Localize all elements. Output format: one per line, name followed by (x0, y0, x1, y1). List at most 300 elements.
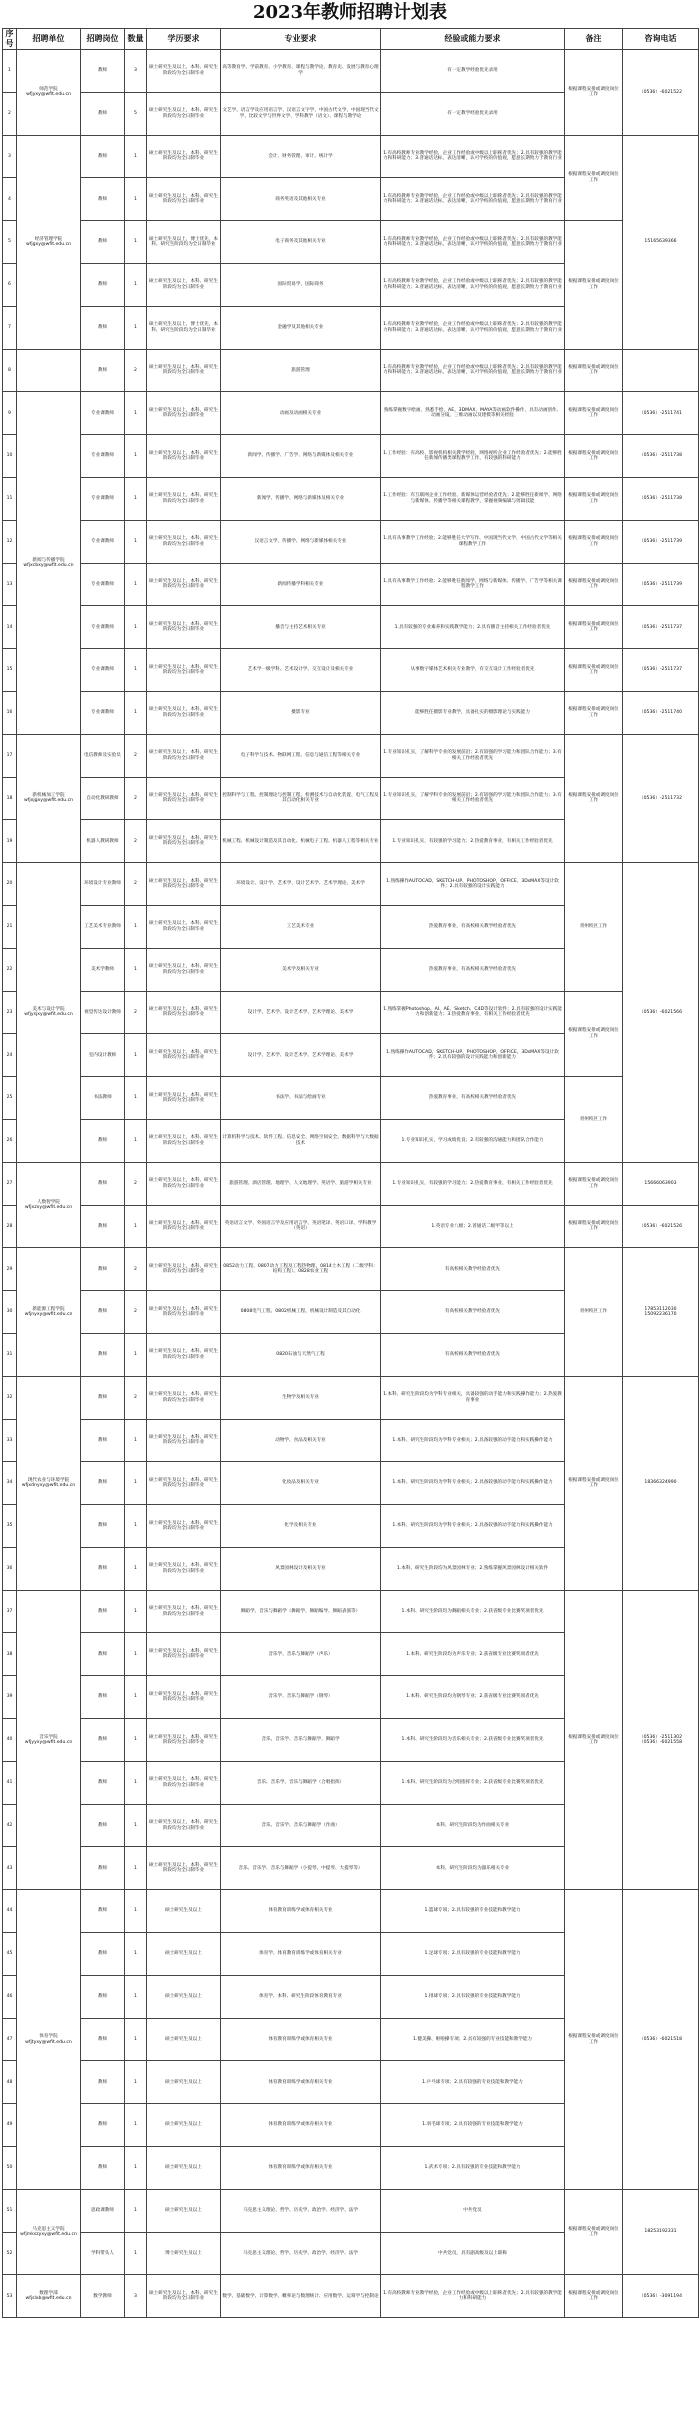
post-cell: 专业课教师 (81, 606, 125, 649)
note-cell: 青州校区工作 (565, 1248, 623, 1376)
table-body (3, 50, 699, 2318)
education-cell: 硕士研究生及以上，本科、研究生阶段均为全日制毕业 (147, 1719, 221, 1762)
table-row (3, 520, 699, 563)
row-number: 46 (3, 1975, 17, 2018)
education-cell: 硕士研究生及以上，本科、研究生阶段均为全日制毕业 (147, 905, 221, 948)
post-cell: 教师 (81, 2061, 125, 2104)
count-cell: 1 (125, 1505, 147, 1548)
experience-cell: 1.本科、研究生阶段均为钢琴专业；2.获省级专业比赛奖项者优先 (381, 1676, 565, 1719)
major-cell: 旅游管理、酒店管理、地理学、人文地理学、英语学、旅游学相关专业 (221, 1162, 381, 1205)
experience-cell: 熟练掌握数字绘画，熟悉手绘、AE、3DMAX、MAYA等动画软件操作，具有动画创作、动画分镜，三维动画以及建模等相关经验 (381, 392, 565, 435)
row-number: 30 (3, 1291, 17, 1334)
note-cell: 根据课程安排或调度岗位工作 (565, 349, 623, 392)
education-cell: 硕士研究生及以上，本科、研究生阶段均为全日制毕业 (147, 1376, 221, 1419)
row-number: 31 (3, 1333, 17, 1376)
major-cell: 电子商务及其他相关专业 (221, 221, 381, 264)
major-cell: 体育教育训练学或体育相关专业 (221, 2104, 381, 2147)
count-cell: 1 (125, 1633, 147, 1676)
major-cell: 摄影专业 (221, 691, 381, 734)
education-cell: 硕士研究生及以上，本科、研究生阶段均为全日制毕业 (147, 2275, 221, 2318)
experience-cell: 1.本科、研究生阶段均为声乐专业；2.获省级专业比赛奖项者优先 (381, 1633, 565, 1676)
major-cell: 音乐、音乐学、音乐与舞蹈学、舞蹈学 (221, 1719, 381, 1762)
major-cell: 体育教育训练学或体育相关专业 (221, 1890, 381, 1933)
unit-cell (17, 349, 81, 392)
major-cell: 书法学、书法与绘画专业 (221, 1077, 381, 1120)
phone-cell: 15165639366 (623, 135, 699, 349)
post-cell: 教师 (81, 1419, 125, 1462)
header-phone: 咨询电话 (623, 29, 699, 50)
note-cell: 根据课程安排或调度岗位工作 (565, 991, 623, 1077)
table-row (3, 221, 699, 264)
header-no: 序号 (3, 29, 17, 50)
major-cell: 马克思主义理论、哲学、历史学、政治学、经济学、法学 (221, 2232, 381, 2275)
major-cell: 工艺美术专业 (221, 905, 381, 948)
post-cell: 工艺美术专业教师 (81, 905, 125, 948)
education-cell: 硕士研究生及以上，本科、研究生阶段均为全日制毕业 (147, 1590, 221, 1633)
count-cell: 1 (125, 306, 147, 349)
count-cell: 1 (125, 477, 147, 520)
experience-cell: 从事数字媒体艺术相关专业教学，有交互设计工作经验者优先 (381, 649, 565, 692)
education-cell: 硕士研究生及以上，本科、研究生阶段均为全日制毕业 (147, 1847, 221, 1890)
count-cell: 3 (125, 2275, 147, 2318)
post-cell: 教师 (81, 92, 125, 135)
education-cell: 硕士研究生及以上，本科、研究生阶段均为全日制毕业 (147, 649, 221, 692)
note-cell: 根据课程安排或调度岗位工作 (565, 2275, 623, 2318)
experience-cell: 1.足球专项；2.具有较强的专业技能和教学能力 (381, 1933, 565, 1976)
experience-cell: 1.有高校教师专业教学经验，企业工作经验或中级以上职称者优先；2.具有较强的教学能力和科研能力；3.普通话达标，表达清晰，认可学校的价值观，愿意长期致力于教育行业 (381, 263, 565, 306)
post-cell: 教师 (81, 306, 125, 349)
experience-cell: 1.英语专业八级；2.普通话二级甲等以上 (381, 1205, 565, 1248)
education-cell: 硕士研究生及以上，本科、研究生阶段均为全日制毕业 (147, 734, 221, 777)
post-cell: 教师 (81, 1804, 125, 1847)
phone-cell: （0536）-6021526 (623, 1205, 699, 1248)
experience-cell: 1.熟练操作AUTOCAD、SKETCH-UP、PHOTOSHOP、OFFICE、3DsMAX等设计软件；2.具有较强的设计实践能力 (381, 863, 565, 906)
row-number: 39 (3, 1676, 17, 1719)
major-cell: 生物学及相关专业 (221, 1376, 381, 1419)
experience-cell: 1.具有从事教学工作经验；2.能够胜任新闻学、网络与新媒体、传播学、广告学等相关课程教学工作 (381, 563, 565, 606)
education-cell: 硕士研究生及以上，本科、研究生阶段均为全日制毕业 (147, 1462, 221, 1505)
phone-cell: （0536）-3091194 (623, 2275, 699, 2318)
education-cell: 硕士研究生及以上 (147, 2189, 221, 2232)
row-number: 1 (3, 50, 17, 93)
experience-cell: 有一定教学经验优先录用 (381, 50, 565, 93)
major-cell: 音乐、音乐学、音乐与舞蹈学（小提琴、中提琴、大提琴等） (221, 1847, 381, 1890)
experience-cell: 1.有高校教师专业教学经验，企业工作经验或中级以上职称者优先；2.具有较强的教学能力和科研能力；3.普通话达标，表达清晰，认可学校的价值观，愿意长期致力于教育行业 (381, 349, 565, 392)
post-cell: 思政课教师 (81, 2189, 125, 2232)
post-cell: 教师 (81, 1547, 125, 1590)
education-cell: 硕士研究生及以上，本科、研究生阶段均为全日制毕业 (147, 178, 221, 221)
experience-cell: 1.熟练掌握Photoshop、AI、AE、Sketch、C4D等设计软件；2.具有较强的设计实践能力和创新能力；3.热爱教育事业，有相关工作经验者优先 (381, 991, 565, 1034)
row-number: 13 (3, 563, 17, 606)
major-cell: 计算机科学与技术、软件工程、信息安全、网络空间安全、数据科学与大数据技术 (221, 1119, 381, 1162)
major-cell: 音乐学、音乐与舞蹈学（声乐） (221, 1633, 381, 1676)
major-cell: 0852动力工程、0807动力工程及工程热物理、0814土木工程（二级学科：结构工程）、0828农业工程 (221, 1248, 381, 1291)
note-cell: 根据课程安排或调度岗位工作 (565, 1590, 623, 1890)
header-row (3, 29, 699, 50)
major-cell: 播音与主持艺术相关专业 (221, 606, 381, 649)
count-cell: 1 (125, 691, 147, 734)
major-cell: 体育教育训练学或体育相关专业 (221, 2018, 381, 2061)
education-cell: 硕士研究生及以上，本科、研究生阶段均为全日制毕业 (147, 1077, 221, 1120)
experience-cell: 1.有高校教师专业教学经验，企业工作经验或中级以上职称者优先；2.具有较强的教学能力和科研能力；3.普通话达标，表达清晰，认可学校的价值观，愿意长期致力于教育行业 (381, 178, 565, 221)
major-cell: 动画及动画相关专业 (221, 392, 381, 435)
experience-cell: 1.乒乓球专项；2.具有较强的专业技能和教学能力 (381, 2061, 565, 2104)
unit-cell: 人数智学院 wfjxzxy@wfit.edu.cn (17, 1162, 81, 1248)
experience-cell: 1.有高校教师专业教学经验，企业工作经验或中级以上职称者优先；2.具有较强的教学能力和科研能力；3.普通话达标，表达清晰，认可学校的价值观，愿意长期致力于教育行业 (381, 306, 565, 349)
row-number: 2 (3, 92, 17, 135)
phone-cell: （0536）-6021518 (623, 1890, 699, 2190)
major-cell: 汉语言文学、传播学、网络与新媒体相关专业 (221, 520, 381, 563)
note-cell: 根据课程安排或调度岗位工作 (565, 1890, 623, 2190)
table-row (3, 606, 699, 649)
table-row (3, 649, 699, 692)
row-number: 35 (3, 1505, 17, 1548)
post-cell: 专业课教师 (81, 477, 125, 520)
post-cell: 教师 (81, 1205, 125, 1248)
count-cell: 1 (125, 2189, 147, 2232)
count-cell: 1 (125, 221, 147, 264)
major-cell: 数学、基础数学、计算数学、概率论与数理统计、应用数学、运筹学与控制论 (221, 2275, 381, 2318)
experience-cell: 1.熟练操作AUTOCAD、SKETCH-UP、PHOTOSHOP、OFFICE、3DsMAX等设计软件；2.具有较强的设计实践能力和创新能力 (381, 1034, 565, 1077)
count-cell: 1 (125, 135, 147, 178)
row-number: 51 (3, 2189, 17, 2232)
major-cell: 高等教育学、学前教育、小学教育、课程与教学论、教育史、发展与教育心理学 (221, 50, 381, 93)
post-cell: 教师 (81, 1975, 125, 2018)
education-cell: 硕士研究生及以上，本科、研究生阶段均为全日制毕业 (147, 1804, 221, 1847)
count-cell: 1 (125, 392, 147, 435)
row-number: 26 (3, 1119, 17, 1162)
major-cell: 环境设计、设计学、艺术学、设计艺术学、艺术学理论、美术学 (221, 863, 381, 906)
note-cell: 根据课程安排或调度岗位工作 (565, 1376, 623, 1590)
post-cell: 书法教师 (81, 1077, 125, 1120)
major-cell: 体育学、本科、研究生阶段体育教育专业 (221, 1975, 381, 2018)
row-number: 32 (3, 1376, 17, 1419)
education-cell: 硕士研究生及以上，本科、研究生阶段均为全日制毕业 (147, 1034, 221, 1077)
education-cell: 硕士研究生及以上 (147, 1890, 221, 1933)
row-number: 43 (3, 1847, 17, 1890)
row-number: 45 (3, 1933, 17, 1976)
count-cell: 1 (125, 948, 147, 991)
experience-cell: 1.工作经验：有高校、影视机构相关教学经验，网络视听企业工作经验者优先；2.能够胜任新闻传播类课程教学工作，有较强的科研能力 (381, 435, 565, 478)
experience-cell: 有高校相关教学经验者优先 (381, 1291, 565, 1334)
education-cell: 硕士研究生及以上，本科、研究生阶段均为全日制毕业 (147, 948, 221, 991)
major-cell: 马克思主义理论、哲学、历史学、政治学、经济学、法学 (221, 2189, 381, 2232)
note-cell: 青州校区工作 (565, 1077, 623, 1163)
experience-cell: 1.武术专项；2.具有较强的专业技能和教学能力 (381, 2147, 565, 2190)
education-cell: 硕士研究生及以上，博士优先，本科、研究生阶段均为全日制毕业 (147, 306, 221, 349)
count-cell: 1 (125, 1761, 147, 1804)
major-cell: 0820石油与天然气工程 (221, 1333, 381, 1376)
phone-cell: 18366324990 (623, 1376, 699, 1590)
major-cell: 音乐、音乐学、音乐与舞蹈学（合唱指挥） (221, 1761, 381, 1804)
education-cell: 硕士研究生及以上，本科、研究生阶段均为全日制毕业 (147, 777, 221, 820)
education-cell: 硕士研究生及以上，本科、研究生阶段均为全日制毕业 (147, 863, 221, 906)
count-cell: 1 (125, 1933, 147, 1976)
education-cell: 硕士研究生及以上，本科、研究生阶段均为全日制毕业 (147, 1547, 221, 1590)
post-cell: 教师 (81, 349, 125, 392)
table-row (3, 1890, 699, 1933)
phone-cell: 17853112030 15092236170 (623, 1248, 699, 1376)
education-cell: 硕士研究生及以上，本科、研究生阶段均为全日制毕业 (147, 349, 221, 392)
post-cell: 教师 (81, 1376, 125, 1419)
experience-cell: 本科、研究生阶段均为器乐相关专业 (381, 1847, 565, 1890)
education-cell: 硕士研究生及以上 (147, 2104, 221, 2147)
row-number: 44 (3, 1890, 17, 1933)
experience-cell: 能够胜任摄影专业教学，具备扎实的摄影理论与实践能力 (381, 691, 565, 734)
post-cell: 视觉传达设计教师 (81, 991, 125, 1034)
row-number: 3 (3, 135, 17, 178)
row-number: 9 (3, 392, 17, 435)
unit-cell: 美术与设计学院 wfjysjxy@wfit.edu.cn (17, 863, 81, 1163)
post-cell: 教师 (81, 1890, 125, 1933)
major-cell: 控制科学与工程、控制理论与控制工程、检测技术与自动化装置、电气工程及其自动化相关专业 (221, 777, 381, 820)
major-cell: 金融学及其他相关专业 (221, 306, 381, 349)
table-row (3, 1590, 699, 1633)
row-number: 12 (3, 520, 17, 563)
phone-cell: （0536）-2511739 (623, 563, 699, 606)
phone-cell: （0536）-2511732 (623, 734, 699, 862)
table-row (3, 1077, 699, 1120)
post-cell: 教师 (81, 178, 125, 221)
education-cell: 硕士研究生及以上，本科、研究生阶段均为全日制毕业 (147, 606, 221, 649)
education-cell: 硕士研究生及以上，本科、研究生阶段均为全日制毕业 (147, 1633, 221, 1676)
phone-cell: 18253192331 (623, 2189, 699, 2275)
row-number: 40 (3, 1719, 17, 1762)
post-cell: 教师 (81, 263, 125, 306)
row-number: 49 (3, 2104, 17, 2147)
note-cell: 根据课程安排或调度岗位工作 (565, 606, 623, 649)
count-cell: 1 (125, 1590, 147, 1633)
experience-cell: 1.羽毛球专项；2.具有较强的专业技能和教学能力 (381, 2104, 565, 2147)
header-exp: 经验或能力要求 (381, 29, 565, 50)
major-cell: 文艺学、语言学及应用语言学、汉语言文字学、中国古代文学、中国现当代文学、比较文学与世界文学、学科教学（语文）、课程与教学论 (221, 92, 381, 135)
count-cell: 1 (125, 2232, 147, 2275)
recruitment-table (2, 28, 699, 2318)
post-cell: 教师 (81, 1291, 125, 1334)
note-cell: 根据课程安排或调度岗位工作 (565, 563, 623, 606)
post-cell: 教师 (81, 1505, 125, 1548)
post-cell: 专业课教师 (81, 392, 125, 435)
experience-cell: 1.专业知识扎实，有较强的学习能力；2.热爱教育事业，有相关工作经验者优先 (381, 1162, 565, 1205)
count-cell: 1 (125, 1034, 147, 1077)
note-cell: 根据课程安排或调度岗位工作 (565, 649, 623, 692)
phone-cell: （0536）-6021522 (623, 50, 699, 136)
unit-cell: 马克思主义学院 wfjmkszyxy@wfit.edu.cn (17, 2189, 81, 2275)
row-number: 20 (3, 863, 17, 906)
education-cell: 硕士研究生及以上，本科、研究生阶段均为全日制毕业 (147, 820, 221, 863)
count-cell: 1 (125, 905, 147, 948)
unit-cell: 经济管理学院 wfjgxy@wfit.edu.cn (17, 135, 81, 349)
count-cell: 2 (125, 734, 147, 777)
count-cell: 2 (125, 349, 147, 392)
post-cell: 教师 (81, 1676, 125, 1719)
experience-cell: 1.具有较强的专业素养和实践教学能力；2.具有播音主持相关工作经验者优先 (381, 606, 565, 649)
note-cell: 根据课程安排或调度岗位工作 (565, 2189, 623, 2275)
post-cell: 专业课教师 (81, 520, 125, 563)
education-cell: 硕士研究生及以上，本科、研究生阶段均为全日制毕业 (147, 477, 221, 520)
education-cell: 硕士研究生及以上 (147, 2018, 221, 2061)
header-unit: 招聘单位 (17, 29, 81, 50)
phone-cell: （0536）-2511302 （0536）-6021558 (623, 1590, 699, 1890)
major-cell: 体育教育训练学或体育相关专业 (221, 2061, 381, 2104)
experience-cell: 1.本科、研究生阶段均为合唱指挥专业；2.获省级专业比赛奖项者优先 (381, 1761, 565, 1804)
row-number: 22 (3, 948, 17, 991)
education-cell: 硕士研究生及以上，本科、研究生阶段均为全日制毕业 (147, 1676, 221, 1719)
row-number: 17 (3, 734, 17, 777)
post-cell: 环境设计专业教师 (81, 863, 125, 906)
phone-cell (623, 349, 699, 392)
experience-cell: 1.本科、研究生阶段均为学科专业相关，具备较强的动手能力和实践操作能力；2.热爱教育事业 (381, 1376, 565, 1419)
count-cell: 1 (125, 1847, 147, 1890)
experience-cell: 1.本科、研究生阶段均为学科专业相关；2.具备较强的动手能力和实践操作能力 (381, 1462, 565, 1505)
education-cell: 硕士研究生及以上，本科、研究生阶段均为全日制毕业 (147, 392, 221, 435)
row-number: 53 (3, 2275, 17, 2318)
education-cell: 硕士研究生及以上，本科、研究生阶段均为全日制毕业 (147, 263, 221, 306)
major-cell: 国际贸易学、国际商务 (221, 263, 381, 306)
phone-cell: （0536）-2511739 (623, 520, 699, 563)
post-cell: 自动化教研教师 (81, 777, 125, 820)
table-row (3, 563, 699, 606)
post-cell: 教师 (81, 1933, 125, 1976)
post-cell: 教师 (81, 1162, 125, 1205)
post-cell: 教师 (81, 1719, 125, 1762)
row-number: 34 (3, 1462, 17, 1505)
table-row (3, 50, 699, 93)
unit-cell: 音乐学院 wfjyyxy@wfit.edu.cn (17, 1590, 81, 1890)
row-number: 48 (3, 2061, 17, 2104)
post-cell: 教师 (81, 1847, 125, 1890)
experience-cell: 1.专业知识扎实，了解学科专业的发展前沿；2.有较强的学习能力和团队合作能力；3.有相关工作经验者优先 (381, 777, 565, 820)
count-cell: 1 (125, 263, 147, 306)
note-cell: 根据课程安排或调度岗位工作 (565, 477, 623, 520)
post-cell: 教师 (81, 1119, 125, 1162)
row-number: 27 (3, 1162, 17, 1205)
count-cell: 1 (125, 1462, 147, 1505)
post-cell: 教师 (81, 2104, 125, 2147)
count-cell: 1 (125, 1419, 147, 1462)
row-number: 52 (3, 2232, 17, 2275)
table-row (3, 2275, 699, 2318)
phone-cell: （0536）-2511737 (623, 606, 699, 649)
major-cell: 机械工程、机械设计制造及其自动化、机械电子工程、机器人工程等相关专业 (221, 820, 381, 863)
row-number: 29 (3, 1248, 17, 1291)
table-row (3, 477, 699, 520)
education-cell: 硕士研究生及以上，本科、研究生阶段均为全日制毕业 (147, 135, 221, 178)
row-number: 33 (3, 1419, 17, 1462)
major-cell: 化妆品及相关专业 (221, 1462, 381, 1505)
note-cell: 根据课程安排或调度岗位工作 (565, 1205, 623, 1248)
education-cell: 博士研究生及以上 (147, 2232, 221, 2275)
major-cell: 新闻传播学科相关专业 (221, 563, 381, 606)
phone-cell: （0536）-2511741 (623, 392, 699, 435)
count-cell: 1 (125, 649, 147, 692)
count-cell: 5 (125, 92, 147, 135)
post-cell: 电信教师及实验员 (81, 734, 125, 777)
major-cell: 电子科学与技术、物联网工程、信息与通信工程等相关专业 (221, 734, 381, 777)
unit-cell: 体育学院 wfjtyxy@wfit.edu.cn (17, 1890, 81, 2190)
note-cell: 根据课程安排或调度岗位工作 (565, 520, 623, 563)
count-cell: 1 (125, 520, 147, 563)
major-cell: 新闻学、传播学、广告学、网络与新媒体及相关专业 (221, 435, 381, 478)
education-cell: 硕士研究生及以上，本科、研究生阶段均为全日制毕业 (147, 1505, 221, 1548)
post-cell: 教师 (81, 2018, 125, 2061)
major-cell: 美术学及相关专业 (221, 948, 381, 991)
count-cell: 1 (125, 435, 147, 478)
table-row (3, 1376, 699, 1419)
table-row (3, 734, 699, 777)
row-number: 23 (3, 991, 17, 1034)
count-cell: 2 (125, 863, 147, 906)
count-cell: 1 (125, 1890, 147, 1933)
education-cell: 硕士研究生及以上 (147, 1933, 221, 1976)
unit-cell: 新闻与传播学院 wfjxcbxy@wfit.edu.cn (17, 392, 81, 734)
education-cell: 硕士研究生及以上，本科、研究生阶段均为全日制毕业 (147, 1205, 221, 1248)
experience-cell: 1.本科、研究生阶段均为学科专业相关；2.具备较强的动手能力和实践操作能力 (381, 1419, 565, 1462)
note-cell: 根据课程安排或调度岗位工作 (565, 50, 623, 136)
row-number: 19 (3, 820, 17, 863)
table-row (3, 135, 699, 178)
row-number: 21 (3, 905, 17, 948)
experience-cell: 有高校相关教学经验者优先 (381, 1333, 565, 1376)
education-cell: 硕士研究生及以上，本科、研究生阶段均为全日制毕业 (147, 1248, 221, 1291)
experience-cell: 1.健美操、啦啦操专项；2.具有较强的专业技能和教学能力 (381, 2018, 565, 2061)
row-number: 16 (3, 691, 17, 734)
education-cell: 硕士研究生及以上 (147, 2061, 221, 2104)
count-cell: 2 (125, 777, 147, 820)
experience-cell: 有一定教学经验优先录用 (381, 92, 565, 135)
unit-cell: 新机械加工学院 wfjxjgxy@wfit.edu.cn (17, 734, 81, 862)
count-cell: 2 (125, 1291, 147, 1334)
major-cell: 音乐、音乐学、音乐与舞蹈学（作曲） (221, 1804, 381, 1847)
count-cell: 1 (125, 2018, 147, 2061)
row-number: 8 (3, 349, 17, 392)
count-cell: 1 (125, 606, 147, 649)
row-number: 18 (3, 777, 17, 820)
count-cell: 2 (125, 991, 147, 1034)
count-cell: 1 (125, 1119, 147, 1162)
row-number: 37 (3, 1590, 17, 1633)
count-cell: 1 (125, 178, 147, 221)
row-number: 15 (3, 649, 17, 692)
count-cell: 1 (125, 2147, 147, 2190)
count-cell: 2 (125, 820, 147, 863)
education-cell: 硕士研究生及以上，本科、研究生阶段均为全日制毕业 (147, 1419, 221, 1462)
education-cell: 硕士研究生及以上，本科、研究生阶段均为全日制毕业 (147, 1333, 221, 1376)
phone-cell: （0536）-2511737 (623, 649, 699, 692)
table-row (3, 1205, 699, 1248)
row-number: 28 (3, 1205, 17, 1248)
table-row (3, 1162, 699, 1205)
count-cell: 1 (125, 1804, 147, 1847)
table-row (3, 349, 699, 392)
post-cell: 室内设计教师 (81, 1034, 125, 1077)
phone-cell: （0536）-6021566 (623, 863, 699, 1163)
education-cell: 硕士研究生及以上，本科、研究生阶段均为全日制毕业 (147, 92, 221, 135)
table-row (3, 691, 699, 734)
row-number: 10 (3, 435, 17, 478)
note-cell: 根据课程安排或调度岗位工作 (565, 135, 623, 221)
experience-cell: 中共党员，具有副高级及以上职称 (381, 2232, 565, 2275)
experience-cell: 热爱教育事业，有高校相关教学经验者优先 (381, 1077, 565, 1120)
unit-cell: 数理学部 wfjslxb@wfit.edu.cn (17, 2275, 81, 2318)
header-edu: 学历要求 (147, 29, 221, 50)
post-cell: 教师 (81, 1633, 125, 1676)
header-major: 专业要求 (221, 29, 381, 50)
experience-cell: 1.工作经验：有互联网企业工作经验、新媒体运营经验者优先；2.能够胜任新闻学、网络与新媒体、传播学等相关课程教学，掌握视频编辑与剪辑技能 (381, 477, 565, 520)
count-cell: 1 (125, 2061, 147, 2104)
count-cell: 2 (125, 1248, 147, 1291)
education-cell: 硕士研究生及以上 (147, 1975, 221, 2018)
